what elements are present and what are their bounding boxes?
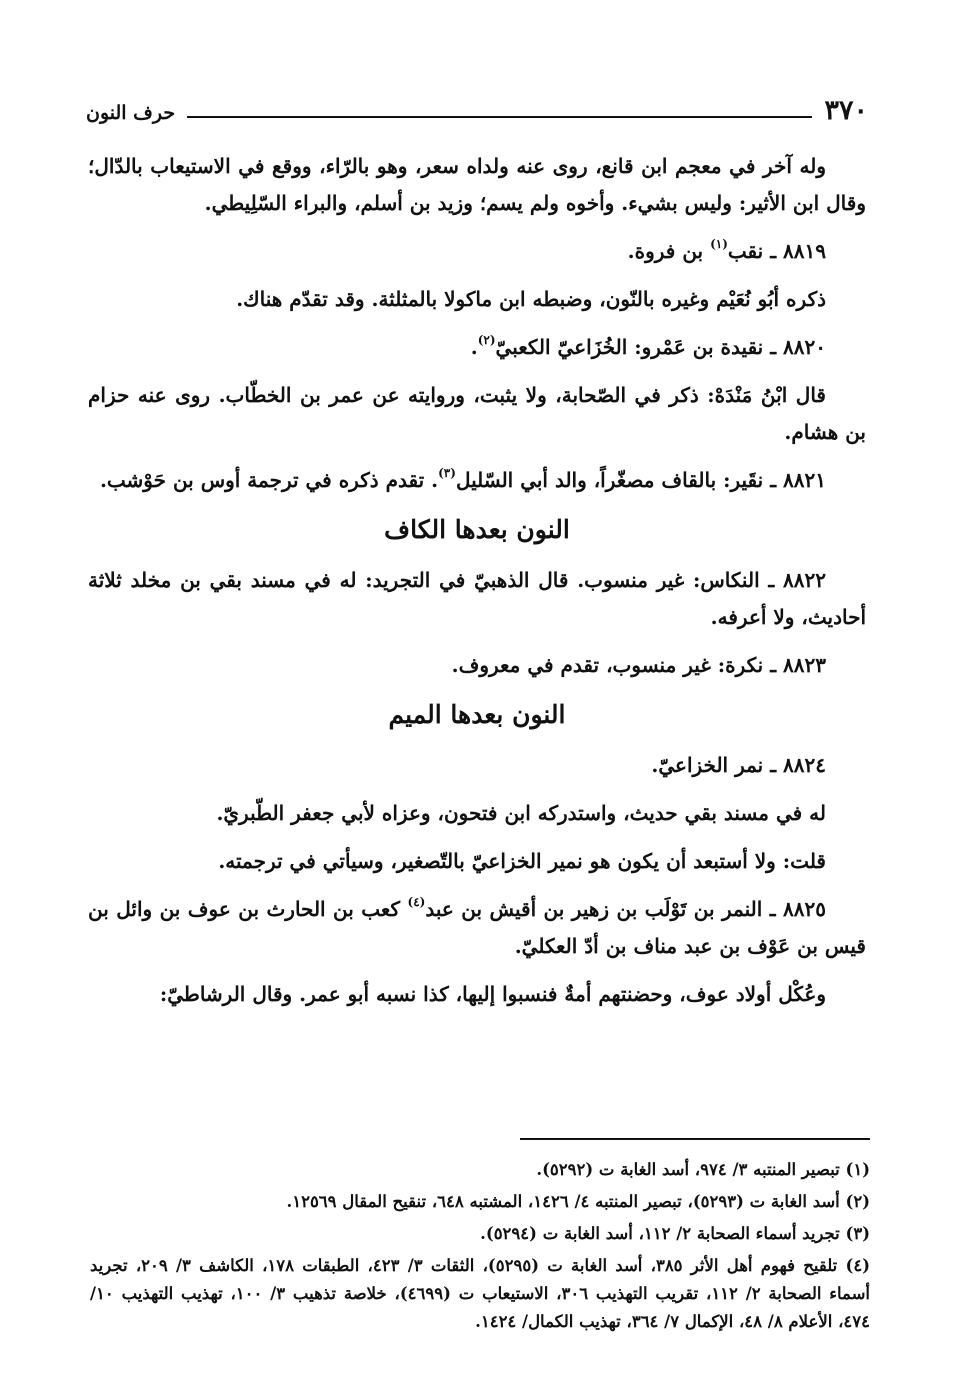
running-header (86, 92, 868, 126)
footnote-separator (520, 1138, 870, 1140)
footnote-ref-2[interactable]: (٢) (477, 333, 496, 347)
header-rule (187, 116, 812, 118)
entry-8820 (88, 329, 866, 366)
entry-8823: ٨٨٢٣ ـ نكرة: غير منسوب، تقدم في معروف. (451, 653, 826, 677)
entry-text: . تقدم ذكره في ترجمة أوس بن حَوْشب. (99, 468, 439, 492)
footnote-3: (٣) تجريد أسماء الصحابة ٢/ ١١٢، أسد الغابة ت (٥٢٩٤). (480, 1224, 870, 1243)
entry-heading: ٨٨١٩ ـ نقب (727, 239, 826, 263)
paragraph: وعُكْل أولاد عوف، وحضنتهم أمةٌ فنسبوا إليها، كذا نسبه أبو عمر. وقال الرشاطيّ: (159, 982, 826, 1006)
entry-8825 (88, 891, 866, 965)
entry-8819 (88, 233, 866, 270)
footnote-ref-1[interactable]: (١) (710, 237, 728, 251)
footnotes (90, 1156, 870, 1340)
entry-8822: ٨٨٢٢ ـ النكاس: غير منسوب. قال الذهبيّ في التجريد: له في مسند بقي بن مخلد ثلاثة أحاديث، ولا أعرفه. (88, 568, 866, 629)
footnote-4: (٤) تلقيح فهوم أهل الأثر ٣٨٥، أسد الغابة ت (٥٢٩٥)، الثقات ٣/ ٤٢٣، الطبقات ١٧٨، الكاشف ٣/ ٢٠٩، تجريد أسماء الصحابة ٢/ ١١٢، تقريب التهذيب ٣٠٦، الاستيعاب ت (٤٦٩٩)، خلاصة تذهيب ٣/ ١٠٠، تهذيب التهذيب ١٠/ ٤٧٤، الأعلام ٨/ ٤٨، الإكمال ٧/ ٣٦٤، تهذيب الكمال/ ١٤٢٤. (90, 1256, 870, 1331)
entry-heading-rest: . (470, 335, 478, 359)
entry-heading-rest: بن فروة. (627, 239, 711, 263)
paragraph: ذكره أبُو نُعَيْم وغيره بالنّون، وضبطه ابن ماكولا بالمثلثة. وقد تقدّم هناك. (236, 287, 826, 311)
footnote-ref-4[interactable]: (٤) (407, 895, 426, 909)
paragraph: قلت: ولا أستبعد أن يكون هو نمير الخزاعيّ بالتّصغير، وسيأتي في ترجمته. (218, 849, 826, 873)
section-heading-kaf: النون بعدها الكاف (384, 515, 570, 544)
entry-heading: ٨٨٢٥ ـ النمر بن تَوْلَب بن زهير بن أقيش بن عبد (425, 897, 826, 921)
main-text (88, 148, 866, 1024)
footnote-ref-3[interactable]: (٣) (438, 466, 456, 480)
entry-8821 (88, 462, 866, 499)
section-heading-mim: النون بعدها الميم (388, 700, 566, 729)
footnote-1: (١) تبصير المنتبه ٣/ ٩٧٤، أسد الغابة ت (٥٢٩٢). (536, 1160, 870, 1179)
paragraph: له في مسند بقي حديث، واستدركه ابن فتحون، وعزاه لأبي جعفر الطّبريّ. (216, 801, 826, 825)
paragraph: وله آخر في معجم ابن قانع، روى عنه ولداه سعر، وهو بالرّاء، ووقع في الاستيعاب بالدّال؛ وقال ابن الأثير: وليس بشيء. وأخوه ولم يسم؛ وزيد بن أسلم، والبراء السّلِيطي. (88, 154, 866, 215)
paragraph: قال ابْنُ مَنْدَهْ: ذكر في الصّحابة، ولا يثبت، وروايته عن عمر بن الخطّاب. روى عنه حزام بن هشام. (88, 383, 866, 444)
footnote-2: (٢) أسد الغابة ت (٥٢٩٣)، تبصير المنتبه ٤/ ١٤٢٦، المشتبه ٦٤٨، تنقيح المقال ١٢٥٦٩. (286, 1192, 870, 1211)
entry-text: كعب بن الحارث بن عوف بن وائل بن قيس بن عَوْف بن عبد مناف بن أدّ العكليّ. (88, 897, 866, 958)
entry-8824: ٨٨٢٤ ـ نمر الخزاعيّ. (651, 753, 826, 777)
running-title: حرف النون (86, 102, 176, 124)
entry-heading: ٨٨٢١ ـ نقَير: بالقاف مصغّراً، والد أبي السّليل (455, 468, 826, 492)
page-number: ٣٧٠ (824, 95, 868, 126)
entry-heading: ٨٨٢٠ ـ نقيدة بن عَمْرو: الخُزَاعيّ الكعبيّ (495, 335, 826, 359)
